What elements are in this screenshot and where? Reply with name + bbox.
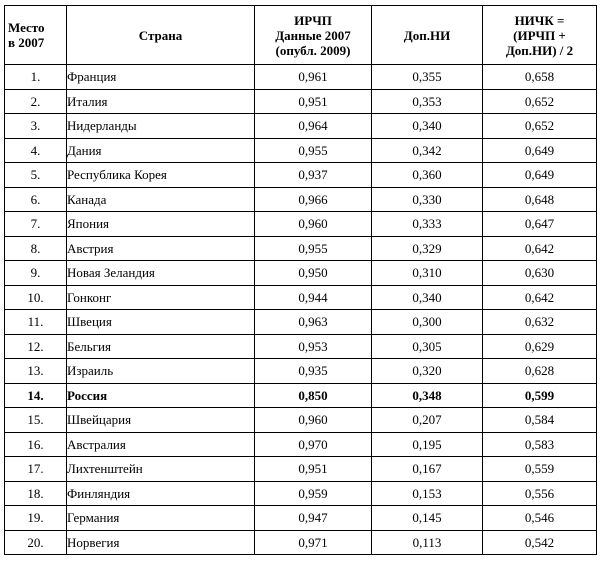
table-row bbox=[5, 481, 597, 506]
cell-country: Россия bbox=[67, 383, 255, 408]
table-row bbox=[5, 163, 597, 188]
header-place-line2: в 2007 bbox=[8, 35, 45, 50]
cell-place: 1. bbox=[5, 65, 67, 90]
cell-index: 0,559 bbox=[483, 457, 597, 482]
cell-place: 10. bbox=[5, 285, 67, 310]
cell-extra: 0,329 bbox=[372, 236, 483, 261]
cell-country: Нидерланды bbox=[67, 114, 255, 139]
cell-hdi: 0,960 bbox=[255, 408, 372, 433]
table-row bbox=[5, 457, 597, 482]
cell-hdi: 0,950 bbox=[255, 261, 372, 286]
cell-hdi: 0,935 bbox=[255, 359, 372, 384]
header-row bbox=[5, 6, 597, 65]
cell-country: Финляндия bbox=[67, 481, 255, 506]
table-row bbox=[5, 65, 597, 90]
table-row bbox=[5, 432, 597, 457]
cell-index: 0,658 bbox=[483, 65, 597, 90]
header-country bbox=[67, 6, 255, 65]
table-row bbox=[5, 285, 597, 310]
cell-country: Италия bbox=[67, 89, 255, 114]
cell-extra: 0,355 bbox=[372, 65, 483, 90]
cell-index: 0,628 bbox=[483, 359, 597, 384]
cell-extra: 0,305 bbox=[372, 334, 483, 359]
cell-place: 14. bbox=[5, 383, 67, 408]
cell-index: 0,642 bbox=[483, 285, 597, 310]
header-index bbox=[483, 6, 597, 65]
cell-country: Канада bbox=[67, 187, 255, 212]
cell-hdi: 0,944 bbox=[255, 285, 372, 310]
ranking-table bbox=[4, 5, 597, 555]
table-row bbox=[5, 114, 597, 139]
cell-place: 15. bbox=[5, 408, 67, 433]
header-index-line2: (ИРЧП + bbox=[513, 27, 566, 43]
cell-hdi: 0,960 bbox=[255, 212, 372, 237]
cell-hdi: 0,964 bbox=[255, 114, 372, 139]
cell-country: Франция bbox=[67, 65, 255, 90]
cell-country: Республика Корея bbox=[67, 163, 255, 188]
cell-place: 3. bbox=[5, 114, 67, 139]
cell-place: 11. bbox=[5, 310, 67, 335]
cell-hdi: 0,971 bbox=[255, 530, 372, 555]
cell-hdi: 0,955 bbox=[255, 138, 372, 163]
cell-place: 18. bbox=[5, 481, 67, 506]
header-index-line3: Доп.НИ) / 2 bbox=[505, 42, 574, 58]
cell-country: Япония bbox=[67, 212, 255, 237]
cell-country: Гонконг bbox=[67, 285, 255, 310]
cell-extra: 0,145 bbox=[372, 506, 483, 531]
cell-index: 0,652 bbox=[483, 89, 597, 114]
cell-extra: 0,320 bbox=[372, 359, 483, 384]
cell-index: 0,546 bbox=[483, 506, 597, 531]
cell-place: 7. bbox=[5, 212, 67, 237]
cell-extra: 0,207 bbox=[372, 408, 483, 433]
cell-country: Израиль bbox=[67, 359, 255, 384]
cell-place: 13. bbox=[5, 359, 67, 384]
header-extra-label: Доп.НИ bbox=[403, 27, 451, 43]
table-row bbox=[5, 138, 597, 163]
cell-place: 20. bbox=[5, 530, 67, 555]
cell-country: Бельгия bbox=[67, 334, 255, 359]
cell-country: Германия bbox=[67, 506, 255, 531]
cell-index: 0,630 bbox=[483, 261, 597, 286]
cell-place: 8. bbox=[5, 236, 67, 261]
cell-extra: 0,348 bbox=[372, 383, 483, 408]
cell-hdi: 0,966 bbox=[255, 187, 372, 212]
table-header bbox=[5, 6, 597, 65]
table-row bbox=[5, 310, 597, 335]
table-row bbox=[5, 506, 597, 531]
cell-extra: 0,342 bbox=[372, 138, 483, 163]
cell-index: 0,649 bbox=[483, 163, 597, 188]
cell-hdi: 0,959 bbox=[255, 481, 372, 506]
header-hdi-line3: (опубл. 2009) bbox=[275, 42, 351, 58]
cell-extra: 0,360 bbox=[372, 163, 483, 188]
cell-index: 0,629 bbox=[483, 334, 597, 359]
cell-hdi: 0,961 bbox=[255, 65, 372, 90]
cell-hdi: 0,955 bbox=[255, 236, 372, 261]
header-place-line1: Место bbox=[8, 20, 45, 35]
cell-extra: 0,153 bbox=[372, 481, 483, 506]
table-row bbox=[5, 383, 597, 408]
cell-place: 4. bbox=[5, 138, 67, 163]
cell-index: 0,652 bbox=[483, 114, 597, 139]
cell-hdi: 0,951 bbox=[255, 457, 372, 482]
cell-extra: 0,330 bbox=[372, 187, 483, 212]
cell-place: 19. bbox=[5, 506, 67, 531]
cell-hdi: 0,963 bbox=[255, 310, 372, 335]
table-row bbox=[5, 359, 597, 384]
table-row bbox=[5, 187, 597, 212]
cell-extra: 0,195 bbox=[372, 432, 483, 457]
cell-hdi: 0,951 bbox=[255, 89, 372, 114]
header-hdi bbox=[255, 6, 372, 65]
cell-place: 17. bbox=[5, 457, 67, 482]
cell-country: Дания bbox=[67, 138, 255, 163]
cell-place: 6. bbox=[5, 187, 67, 212]
header-country-label: Страна bbox=[138, 27, 183, 43]
header-place bbox=[5, 6, 67, 65]
cell-index: 0,649 bbox=[483, 138, 597, 163]
cell-country: Австралия bbox=[67, 432, 255, 457]
cell-index: 0,642 bbox=[483, 236, 597, 261]
cell-hdi: 0,953 bbox=[255, 334, 372, 359]
cell-extra: 0,340 bbox=[372, 114, 483, 139]
cell-country: Швейцария bbox=[67, 408, 255, 433]
table-row bbox=[5, 261, 597, 286]
cell-extra: 0,113 bbox=[372, 530, 483, 555]
cell-place: 12. bbox=[5, 334, 67, 359]
cell-index: 0,556 bbox=[483, 481, 597, 506]
header-index-line1: НИЧК = bbox=[514, 12, 565, 28]
cell-extra: 0,340 bbox=[372, 285, 483, 310]
cell-hdi: 0,947 bbox=[255, 506, 372, 531]
table-row bbox=[5, 408, 597, 433]
cell-place: 9. bbox=[5, 261, 67, 286]
cell-country: Швеция bbox=[67, 310, 255, 335]
cell-place: 5. bbox=[5, 163, 67, 188]
cell-hdi: 0,850 bbox=[255, 383, 372, 408]
cell-index: 0,599 bbox=[483, 383, 597, 408]
cell-hdi: 0,970 bbox=[255, 432, 372, 457]
table-row bbox=[5, 212, 597, 237]
cell-index: 0,542 bbox=[483, 530, 597, 555]
cell-country: Новая Зеландия bbox=[67, 261, 255, 286]
cell-country: Лихтенштейн bbox=[67, 457, 255, 482]
cell-country: Норвегия bbox=[67, 530, 255, 555]
cell-index: 0,632 bbox=[483, 310, 597, 335]
cell-index: 0,583 bbox=[483, 432, 597, 457]
header-extra bbox=[372, 6, 483, 65]
table-row bbox=[5, 530, 597, 555]
cell-extra: 0,300 bbox=[372, 310, 483, 335]
cell-place: 2. bbox=[5, 89, 67, 114]
cell-index: 0,648 bbox=[483, 187, 597, 212]
cell-country: Австрия bbox=[67, 236, 255, 261]
table-body bbox=[5, 65, 597, 555]
cell-extra: 0,333 bbox=[372, 212, 483, 237]
header-hdi-line2: Данные 2007 bbox=[275, 27, 351, 43]
cell-place: 16. bbox=[5, 432, 67, 457]
header-hdi-line1: ИРЧП bbox=[294, 12, 332, 28]
cell-extra: 0,310 bbox=[372, 261, 483, 286]
cell-extra: 0,167 bbox=[372, 457, 483, 482]
cell-extra: 0,353 bbox=[372, 89, 483, 114]
cell-index: 0,647 bbox=[483, 212, 597, 237]
table-row bbox=[5, 334, 597, 359]
cell-hdi: 0,937 bbox=[255, 163, 372, 188]
table-row bbox=[5, 89, 597, 114]
table-row bbox=[5, 236, 597, 261]
cell-index: 0,584 bbox=[483, 408, 597, 433]
